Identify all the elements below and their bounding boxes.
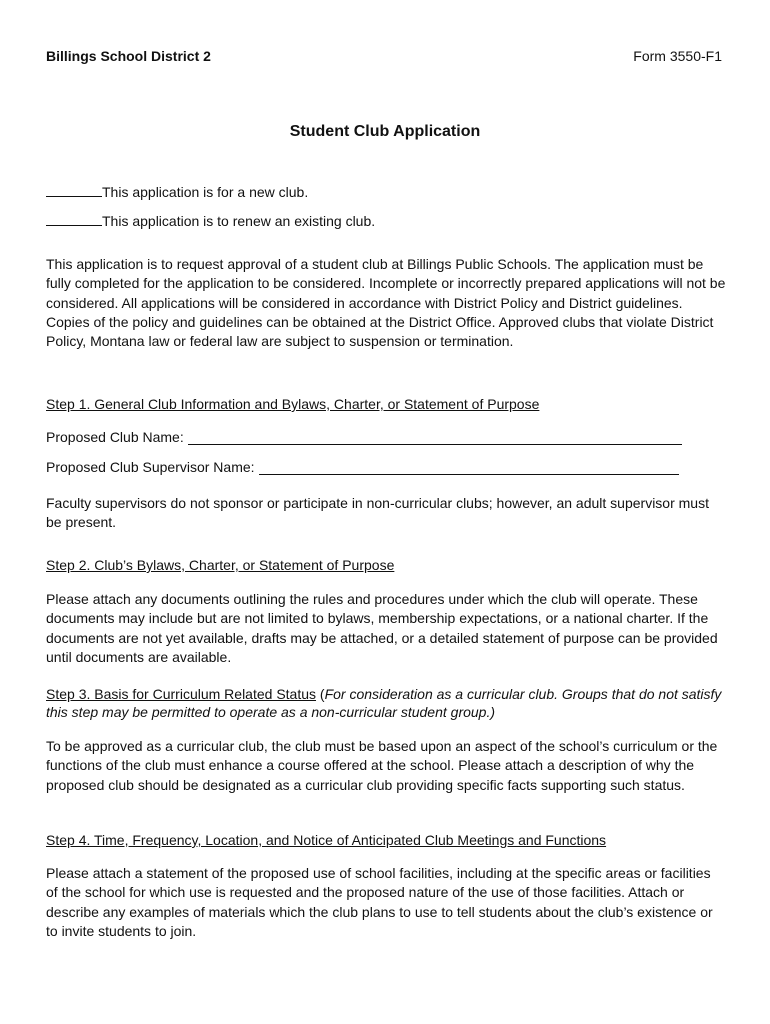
new-club-blank[interactable] (46, 184, 102, 197)
step2-body: Please attach any documents outlining the rules and procedures under which the club will operate. These documents may include but are not limited to bylaws, membership expectations, or a national charter. If the documents are not yet available, drafts may be attached, or a detailed statement of purpose can be provided until documents are available. (46, 591, 718, 665)
club-name-label: Proposed Club Name: (46, 429, 184, 445)
step4-body: Please attach a statement of the proposed use of school facilities, including at the specific areas or facilities of the school for which use is requested and the proposed nature of the use of those facilities. Attach or describe any examples of materials which the club plans to use to tell students about the club’s existence or to invite students to join. (46, 865, 713, 939)
renew-club-blank[interactable] (46, 213, 102, 226)
step3-note: For consideration as a curricular club. Groups that do not satisfy this step may be permitted to operate as a non-curricular student group.) (46, 686, 722, 720)
step3-body: To be approved as a curricular club, the club must be based upon an aspect of the school’s curriculum or the functions of the club must enhance a course offered at the school. Please attach a description of why the proposed club should be designated as a curricular club providing specific facts supporting such status. (46, 738, 718, 793)
supervisor-name-label: Proposed Club Supervisor Name: (46, 459, 255, 475)
step3-heading-text: Step 3. Basis for Curriculum Related Status (46, 686, 317, 702)
step2-heading (46, 556, 726, 574)
step3-heading (46, 685, 726, 721)
step4-heading (46, 831, 726, 849)
new-club-option (46, 184, 308, 200)
form-title: Student Club Application (289, 123, 481, 140)
supervisor-name-input-line[interactable] (259, 460, 679, 475)
supervisor-note: Faculty supervisors do not sponsor or participate in non-curricular clubs; however, an adult supervisor must be present. (46, 495, 709, 531)
club-name-input-line[interactable] (188, 430, 682, 445)
supervisor-name-field (46, 459, 679, 475)
new-club-label: This application is for a new club. (102, 184, 309, 200)
district-name: Billings School District 2 (46, 48, 211, 64)
step3-note-open: ( (316, 686, 325, 702)
step1-heading (46, 395, 726, 413)
step2-heading-text: Step 2. Club’s Bylaws, Charter, or Statement of Purpose (46, 557, 395, 573)
intro-paragraph: This application is to request approval of a student club at Billings Public Schools. The application must be fully completed for the application to be considered. Incomplete or incorrectly prepared applications will not be considered. All applications will be considered in accordance with District Policy and District guidelines. Copies of the policy and guidelines can be obtained at the District Office. Approved clubs that violate District Policy, Montana law or federal law are subject to suspension or termination. (46, 256, 726, 350)
step1-heading-text: Step 1. General Club Information and Bylaws, Charter, or Statement of Purpose (46, 396, 540, 412)
step4-heading-text: Step 4. Time, Frequency, Location, and Notice of Anticipated Club Meetings and Functions (46, 832, 607, 848)
form-number: Form 3550-F1 (633, 48, 722, 64)
renew-club-option (46, 213, 375, 229)
club-name-field (46, 429, 682, 445)
renew-club-label: This application is to renew an existing club. (102, 213, 376, 229)
